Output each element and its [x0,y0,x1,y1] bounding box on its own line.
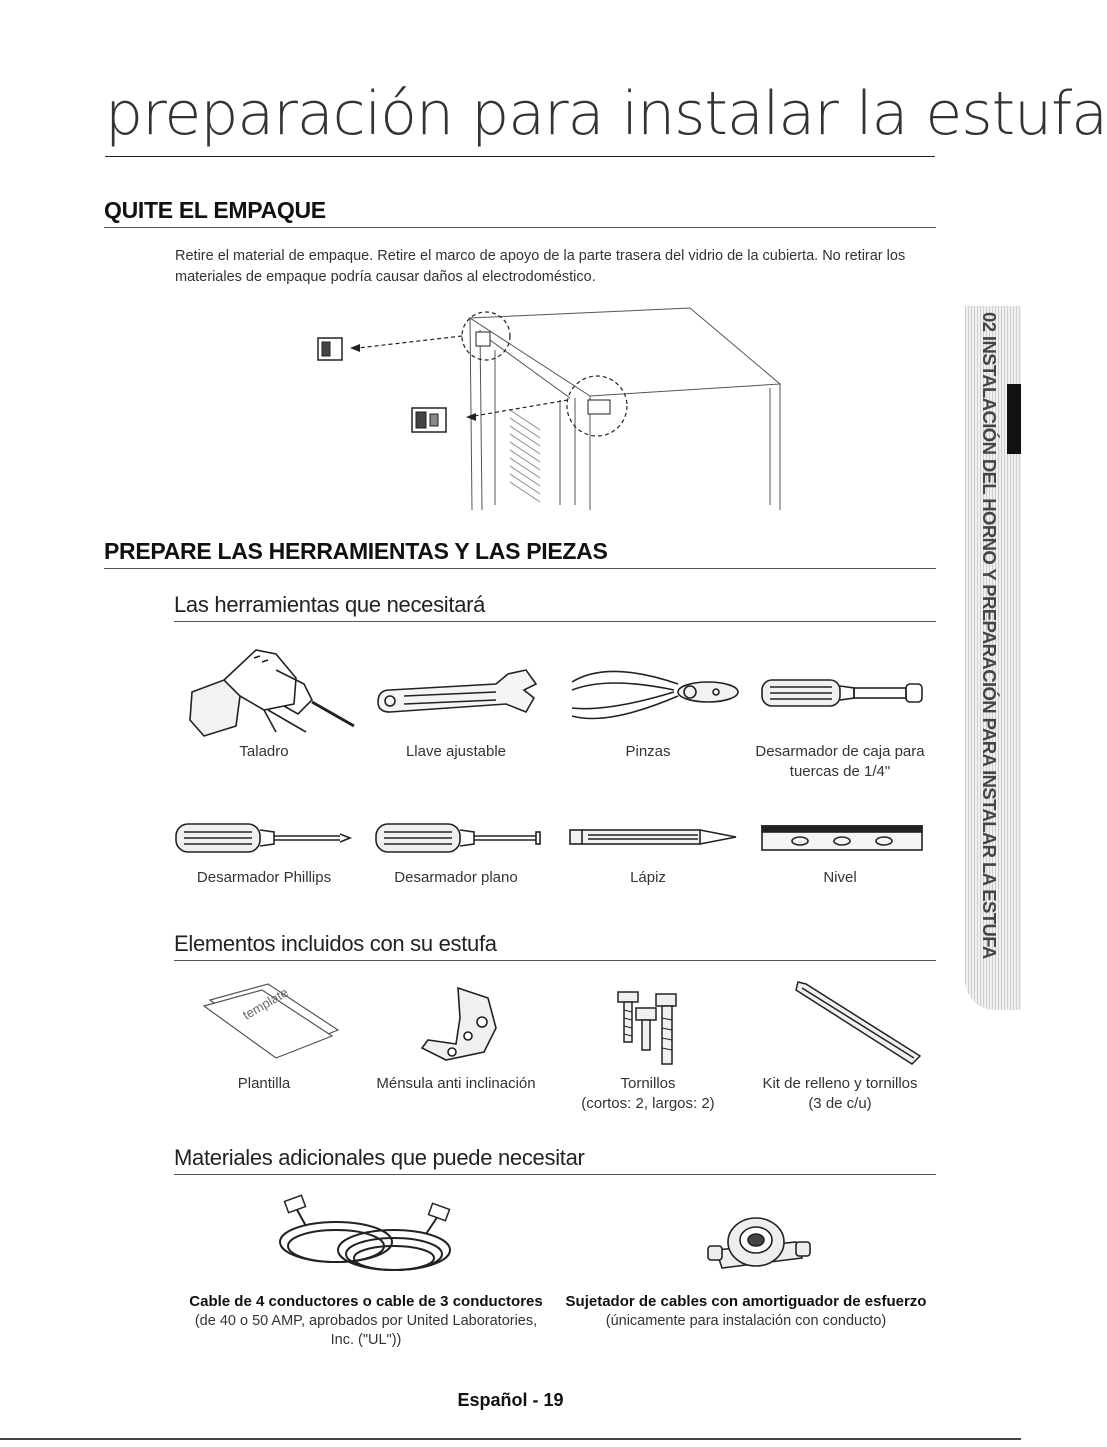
included-label: Ménsula anti inclinación [376,1075,536,1092]
section-title-prepare-tools: PREPARE LAS HERRAMIENTAS Y LAS PIEZAS [104,538,936,569]
phillips-screwdriver-icon [164,810,364,862]
additional-desc: (de 40 o 50 AMP, aprobados por United Laboratories, [194,1313,538,1329]
tool-label: Llave ajustable [405,743,507,760]
included-label-2: (cortos: 2, largos: 2) [581,1095,715,1112]
nut-driver-icon [740,640,940,736]
tool-label: Taladro [239,743,289,760]
pencil-icon [548,810,748,862]
included-filler-kit [740,978,940,1114]
additional-desc: (únicamente para instalación con conducto) [605,1313,887,1329]
included-label: Tornillos [620,1075,676,1092]
strain-relief-icon [646,1190,846,1286]
included-anti-tip-bracket [356,978,556,1094]
tool-label: Pinzas [625,743,671,760]
page-footer: Español - 19 [457,1390,564,1410]
stove-packaging-illustration [300,300,800,512]
filler-kit-icon [740,978,940,1068]
section-title-remove-packaging: QUITE EL EMPAQUE [104,197,936,228]
tool-label: Lápiz [630,869,666,886]
additional-strain-relief [560,1190,932,1331]
chapter-indicator [1007,384,1021,454]
level-icon [740,810,940,862]
template-icon [164,978,364,1068]
bottom-rule [0,1438,1021,1440]
additional-power-cord [176,1190,556,1350]
adjustable-wrench-icon [356,640,556,736]
tool-flat-screwdriver [356,810,556,888]
tool-phillips-screwdriver [164,810,364,888]
tool-label: Desarmador Phillips [196,869,332,886]
chapter-side-tab [965,306,1021,1010]
tool-level [740,810,940,888]
template-text: template [240,984,291,1023]
chapter-tab-label: 02 INSTALACIÓN DEL HORNO Y PREPARACIÓN PARA INSTALAR LA ESTUFA [979,312,1000,959]
page-title: preparación para instalar la estufa [105,72,935,157]
additional-desc-2: Inc. ("UL")) [330,1332,402,1348]
power-cord-icon [266,1190,466,1286]
tools-heading: Las herramientas que necesitará [174,592,936,622]
tool-nut-driver [740,640,940,782]
included-template [164,978,364,1094]
tool-pliers [548,640,748,762]
anti-tip-bracket-icon [356,978,556,1068]
screws-icon [548,978,748,1068]
additional-label: Cable de 4 conductores o cable de 3 conductores [189,1293,543,1310]
included-label-2: (3 de c/u) [808,1095,872,1112]
tool-drill [164,640,364,762]
included-label: Kit de relleno y tornillos [762,1075,918,1092]
tool-adjustable-wrench [356,640,556,762]
drill-icon [164,640,364,736]
included-label: Plantilla [237,1075,291,1092]
tool-label-2: tuercas de 1/4" [789,763,891,780]
packaging-instructions: Retire el material de empaque. Retire el marco de apoyo de la parte trasera del vidrio de la cubierta. No retirar los materiales de empaque podría causar daños al electrodoméstico. [175,248,906,285]
included-screws [548,978,748,1114]
tool-pencil [548,810,748,888]
additional-heading: Materiales adicionales que puede necesitar [174,1145,936,1175]
tool-label: Desarmador plano [394,869,518,886]
flat-screwdriver-icon [356,810,556,862]
additional-label: Sujetador de cables con amortiguador de esfuerzo [565,1293,927,1310]
tool-label: Nivel [823,869,857,886]
tool-label: Desarmador de caja para [755,743,925,760]
pliers-icon [548,640,748,736]
included-heading: Elementos incluidos con su estufa [174,931,936,961]
